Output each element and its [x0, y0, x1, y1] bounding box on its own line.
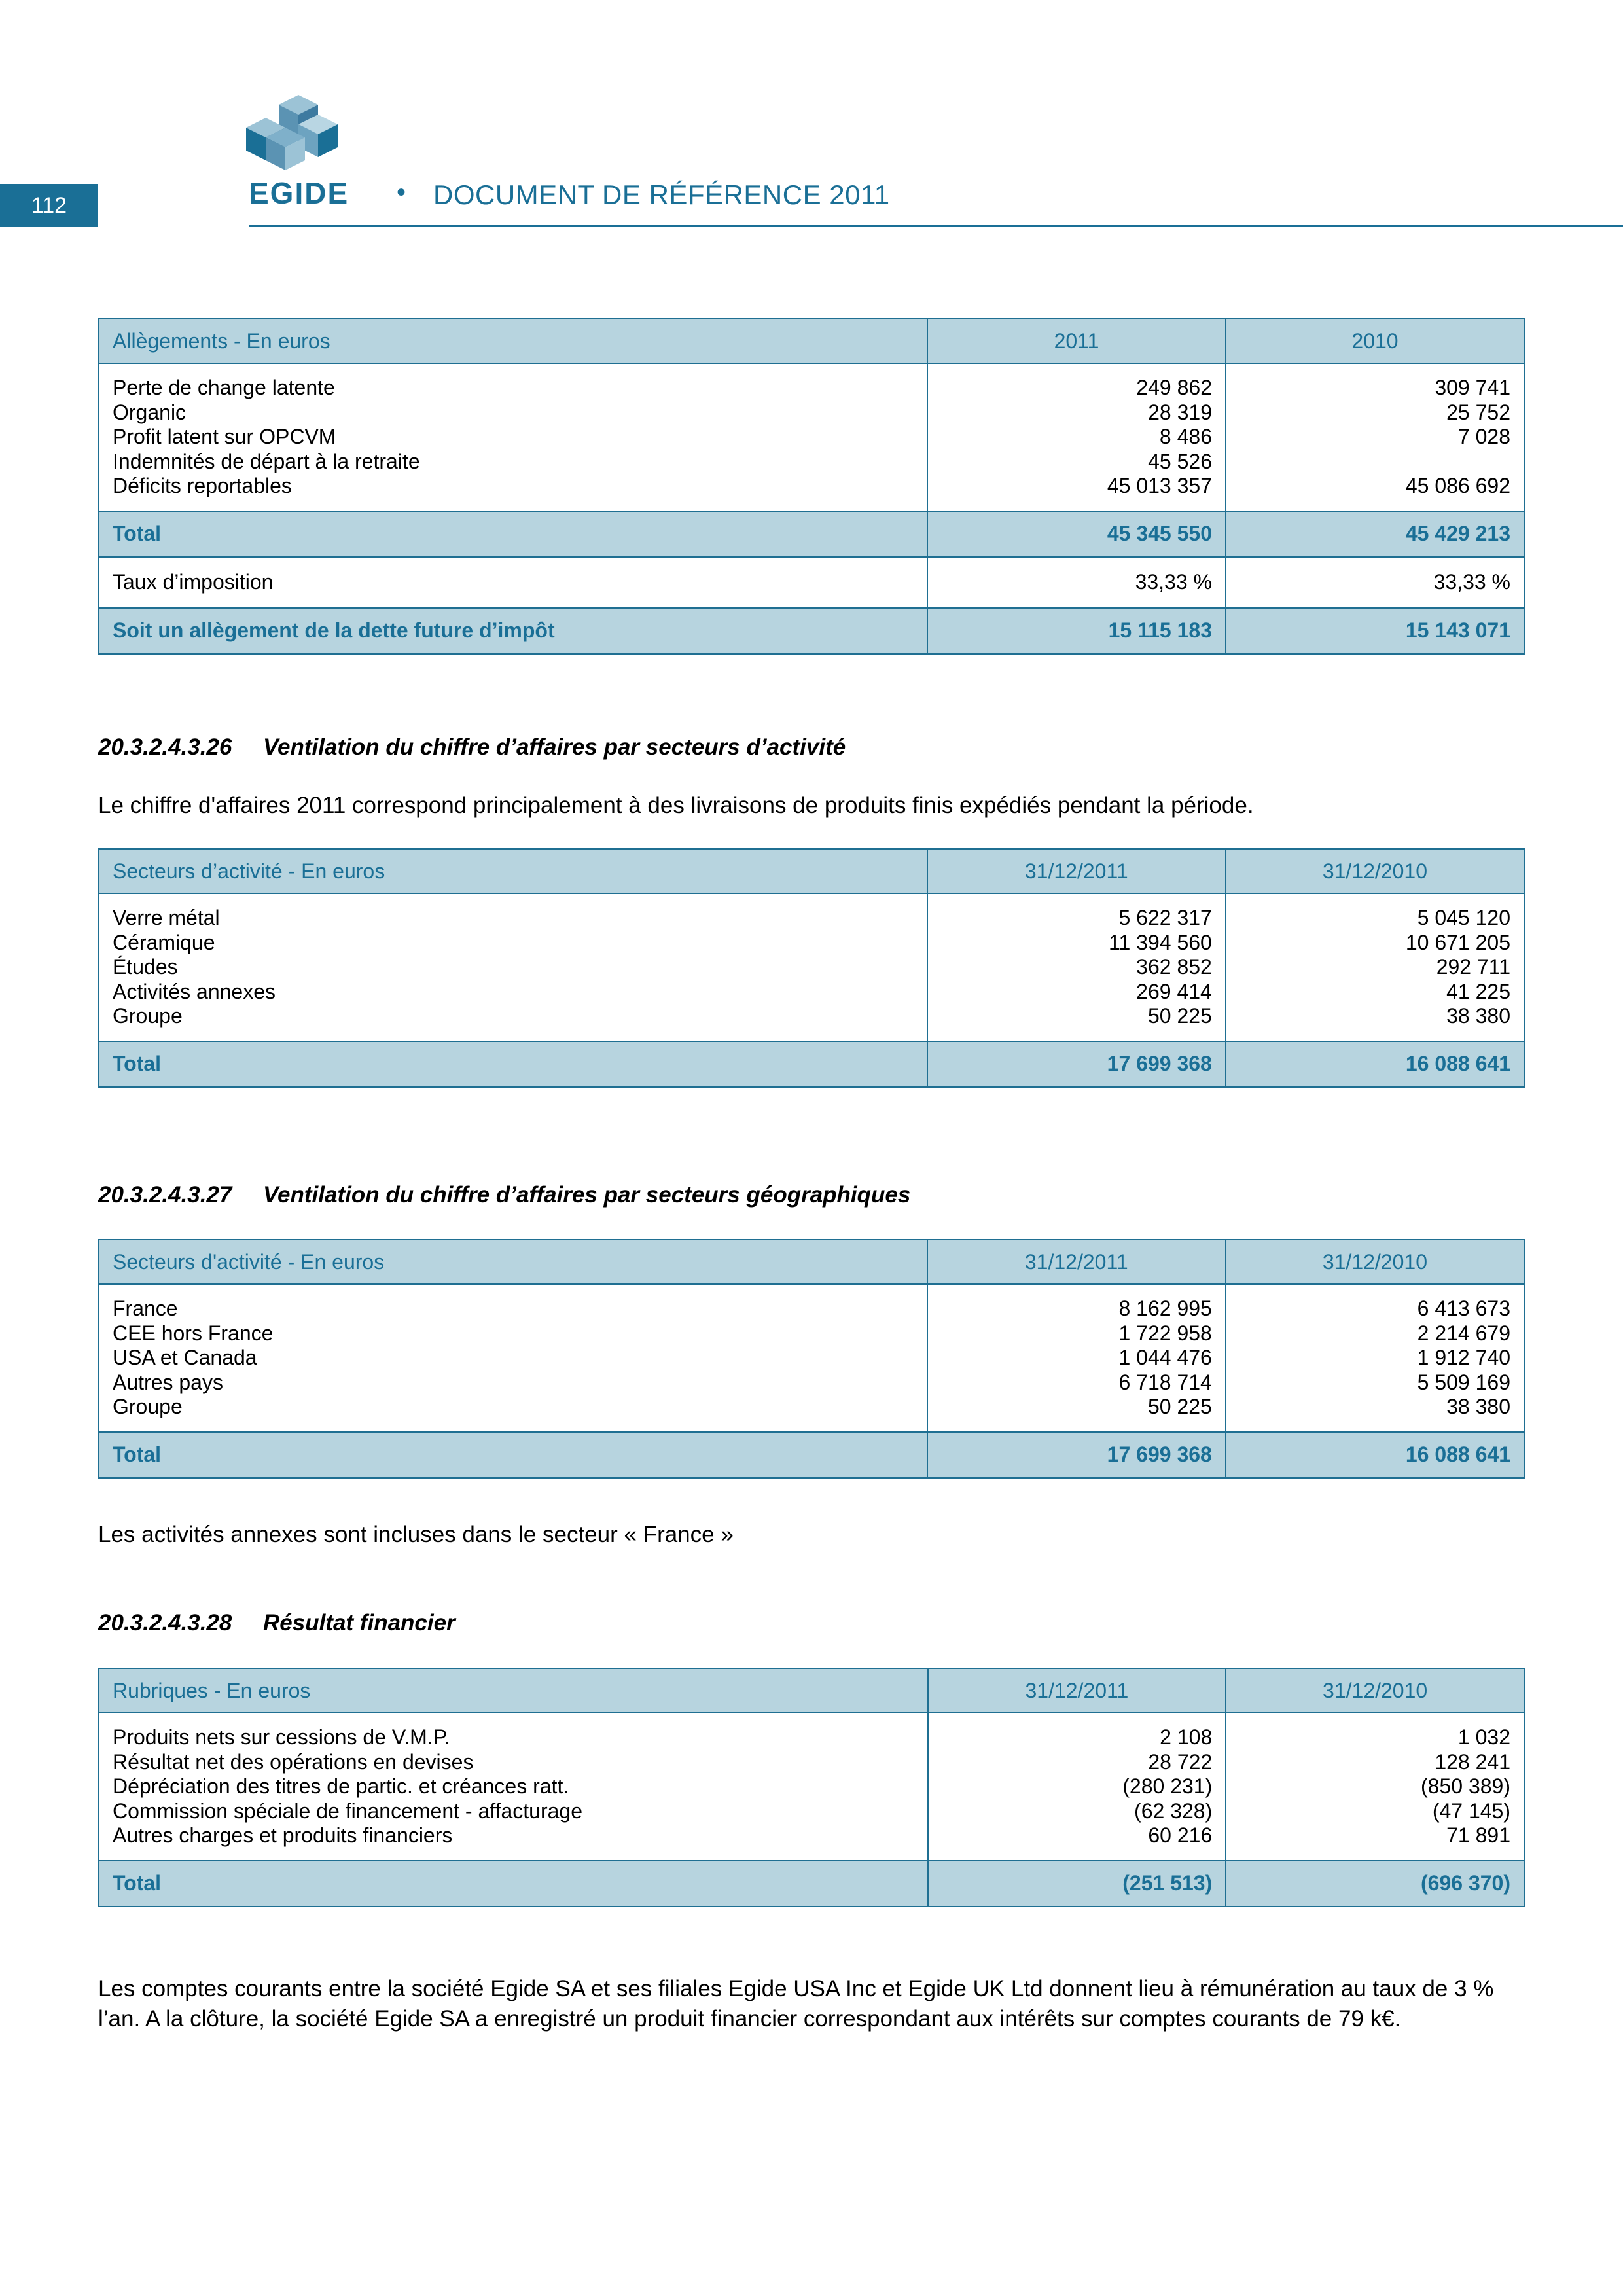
column-header: 31/12/2010: [1226, 849, 1524, 893]
section-number: 20.3.2.4.3.27: [98, 1182, 232, 1208]
row-value: 71 891: [1446, 1823, 1510, 1847]
table-header-row: [99, 1668, 1524, 1713]
document-title: DOCUMENT DE RÉFÉRENCE 2011: [433, 179, 890, 210]
row-value: 41 225: [1446, 979, 1510, 1003]
row-value: 269 414: [1136, 979, 1212, 1003]
section-heading: [98, 1182, 910, 1208]
total-row: [99, 511, 1524, 557]
label-cell: [99, 893, 927, 1041]
row-label: Dépréciation des titres de partic. et créances ratt.: [113, 1774, 569, 1798]
tax-rate-value: 33,33 %: [1226, 557, 1524, 608]
total-row: [99, 1861, 1524, 1907]
row-value: 60 216: [1148, 1823, 1213, 1847]
row-value: 38 380: [1446, 1395, 1510, 1418]
row-label: Déficits reportables: [113, 474, 292, 497]
tax-rate-row: [99, 557, 1524, 608]
row-value: 45 526: [1148, 449, 1212, 473]
row-label: Verre métal: [113, 906, 220, 929]
table-body-row: [99, 363, 1524, 511]
tax-relief-label: Soit un allègement de la dette future d’impôt: [99, 608, 927, 654]
row-label: USA et Canada: [113, 1346, 257, 1369]
row-value: 50 225: [1147, 1395, 1212, 1418]
row-value: 292 711: [1436, 955, 1510, 978]
row-value: 5 509 169: [1417, 1370, 1510, 1394]
total-row: [99, 1041, 1524, 1087]
tax-relief-value: 15 115 183: [927, 608, 1226, 654]
table-body-row: [99, 1713, 1524, 1861]
row-label: Commission spéciale de financement - affacturage: [113, 1799, 582, 1823]
row-label: Groupe: [113, 1004, 183, 1028]
section-title: Ventilation du chiffre d’affaires par secteurs d’activité: [263, 734, 846, 760]
row-value: (62 328): [1134, 1799, 1213, 1823]
row-value: (47 145): [1432, 1799, 1510, 1823]
label-cell: [99, 1284, 927, 1432]
column-header: Allègements - En euros: [99, 319, 927, 363]
section-heading: [98, 734, 846, 761]
column-header: 31/12/2010: [1226, 1668, 1524, 1713]
closing-paragraph: Les comptes courants entre la société Egide SA et ses filiales Egide USA Inc et Egide UK Ltd donnent lieu à rémunération au taux de 3 % l’an. A la clôture, la société Egide SA a enregistré un produit financier correspondant aux intérêts sur comptes courants de 79 k€.: [98, 1976, 1494, 2032]
section-intro: Le chiffre d'affaires 2011 correspond principalement à des livraisons de produits finis expédiés pendant la période.: [98, 793, 1254, 818]
page-number: 112: [0, 184, 98, 227]
row-value: 50 225: [1147, 1004, 1212, 1028]
row-value: (850 389): [1421, 1774, 1510, 1798]
logo-wordmark: EGIDE: [249, 176, 349, 210]
total-row: [99, 1432, 1524, 1478]
row-value: 2 108: [1160, 1725, 1213, 1749]
row-value: 309 741: [1435, 376, 1510, 399]
total-value: 16 088 641: [1226, 1432, 1524, 1478]
label-cell: [99, 1713, 928, 1861]
row-value: 128 241: [1435, 1749, 1510, 1774]
row-value: 6 413 673: [1417, 1297, 1510, 1320]
section-number: 20.3.2.4.3.26: [98, 734, 232, 760]
row-value: 5 045 120: [1417, 906, 1510, 929]
row-value: 8 486: [1159, 425, 1212, 448]
table-header-row: [99, 849, 1524, 893]
row-value: (280 231): [1122, 1774, 1213, 1798]
row-value: 1 044 476: [1118, 1346, 1212, 1369]
table-header-row: [99, 1240, 1524, 1284]
row-label: CEE hors France: [113, 1321, 274, 1345]
column-header: Rubriques - En euros: [99, 1668, 928, 1713]
row-value: 45 013 357: [1107, 474, 1212, 497]
row-value: 38 380: [1446, 1004, 1510, 1028]
tax-relief-row: [99, 608, 1524, 654]
total-label: Total: [99, 511, 927, 557]
table-body-row: [99, 1284, 1524, 1432]
row-value: 11 394 560: [1109, 930, 1212, 954]
row-value: 6 718 714: [1118, 1370, 1212, 1394]
value-cell-2011: [927, 1284, 1226, 1432]
row-value: 1 722 958: [1118, 1321, 1212, 1345]
row-value: 28 319: [1148, 400, 1212, 424]
row-label: Indemnités de départ à la retraite: [113, 449, 420, 473]
row-label: Groupe: [113, 1395, 183, 1418]
section-number: 20.3.2.4.3.28: [98, 1610, 232, 1636]
column-header: Secteurs d’activité - En euros: [99, 849, 927, 893]
table-allegements: [98, 318, 1525, 655]
row-value: 1 912 740: [1417, 1346, 1510, 1369]
value-cell-2010: [1226, 363, 1524, 511]
total-value: 16 088 641: [1226, 1041, 1524, 1087]
row-label: Autres charges et produits financiers: [113, 1823, 453, 1847]
total-value: (696 370): [1226, 1861, 1524, 1907]
total-label: Total: [99, 1432, 927, 1478]
value-cell-2011: [927, 363, 1226, 511]
header-bullet: •: [397, 178, 406, 207]
row-value: 25 752: [1446, 400, 1510, 424]
value-cell-2010: [1226, 1713, 1524, 1861]
tax-rate-value: 33,33 %: [927, 557, 1226, 608]
label-cell: [99, 363, 927, 511]
table-header-row: [99, 319, 1524, 363]
row-value: 5 622 317: [1118, 906, 1212, 929]
value-cell-2010: [1226, 1284, 1524, 1432]
tax-relief-value: 15 143 071: [1226, 608, 1524, 654]
total-value: (251 513): [928, 1861, 1226, 1907]
row-label: Produits nets sur cessions de V.M.P.: [113, 1725, 450, 1749]
column-header: 31/12/2011: [927, 1240, 1226, 1284]
row-value: 249 862: [1136, 376, 1212, 399]
row-label: France: [113, 1297, 178, 1320]
row-label: Activités annexes: [113, 979, 276, 1003]
row-label: Études: [113, 955, 178, 978]
value-cell-2011: [928, 1713, 1226, 1861]
row-value: 8 162 995: [1118, 1297, 1212, 1320]
value-cell-2011: [927, 893, 1226, 1041]
column-header: 2010: [1226, 319, 1524, 363]
column-header: 31/12/2011: [927, 849, 1226, 893]
total-value: 45 429 213: [1226, 511, 1524, 557]
row-value: 1 032: [1457, 1725, 1510, 1749]
table-secteurs-activite: [98, 848, 1525, 1088]
column-header: 2011: [927, 319, 1226, 363]
total-value: 17 699 368: [927, 1041, 1226, 1087]
table-body-row: [99, 893, 1524, 1041]
table-secteurs-geographiques: [98, 1239, 1525, 1479]
row-value: 10 671 205: [1405, 930, 1510, 954]
row-value: 45 086 692: [1405, 474, 1510, 497]
section-title: Ventilation du chiffre d’affaires par secteurs géographiques: [263, 1182, 911, 1208]
row-label: Résultat net des opérations en devises: [113, 1749, 474, 1774]
tax-rate-label: Taux d’imposition: [99, 557, 927, 608]
section-heading: [98, 1610, 455, 1636]
row-value: [1240, 450, 1510, 475]
row-label: Organic: [113, 400, 187, 424]
column-header: 31/12/2010: [1226, 1240, 1524, 1284]
row-label: Autres pays: [113, 1370, 223, 1394]
total-label: Total: [99, 1861, 928, 1907]
row-label: Perte de change latente: [113, 376, 335, 399]
column-header: Secteurs d'activité - En euros: [99, 1240, 927, 1284]
row-label: Céramique: [113, 930, 215, 954]
row-value: 7 028: [1457, 425, 1510, 448]
total-label: Total: [99, 1041, 927, 1087]
header-divider: [249, 225, 1623, 227]
total-value: 17 699 368: [927, 1432, 1226, 1478]
value-cell-2010: [1226, 893, 1524, 1041]
total-value: 45 345 550: [927, 511, 1226, 557]
section-title: Résultat financier: [263, 1610, 455, 1636]
row-value: 28 722: [1148, 1749, 1213, 1774]
table-resultat-financier: [98, 1668, 1525, 1907]
note-france: Les activités annexes sont incluses dans le secteur « France »: [98, 1522, 734, 1547]
row-label: Profit latent sur OPCVM: [113, 425, 336, 448]
row-value: 362 852: [1136, 955, 1212, 978]
column-header: 31/12/2011: [928, 1668, 1226, 1713]
row-value: 2 214 679: [1417, 1321, 1510, 1345]
